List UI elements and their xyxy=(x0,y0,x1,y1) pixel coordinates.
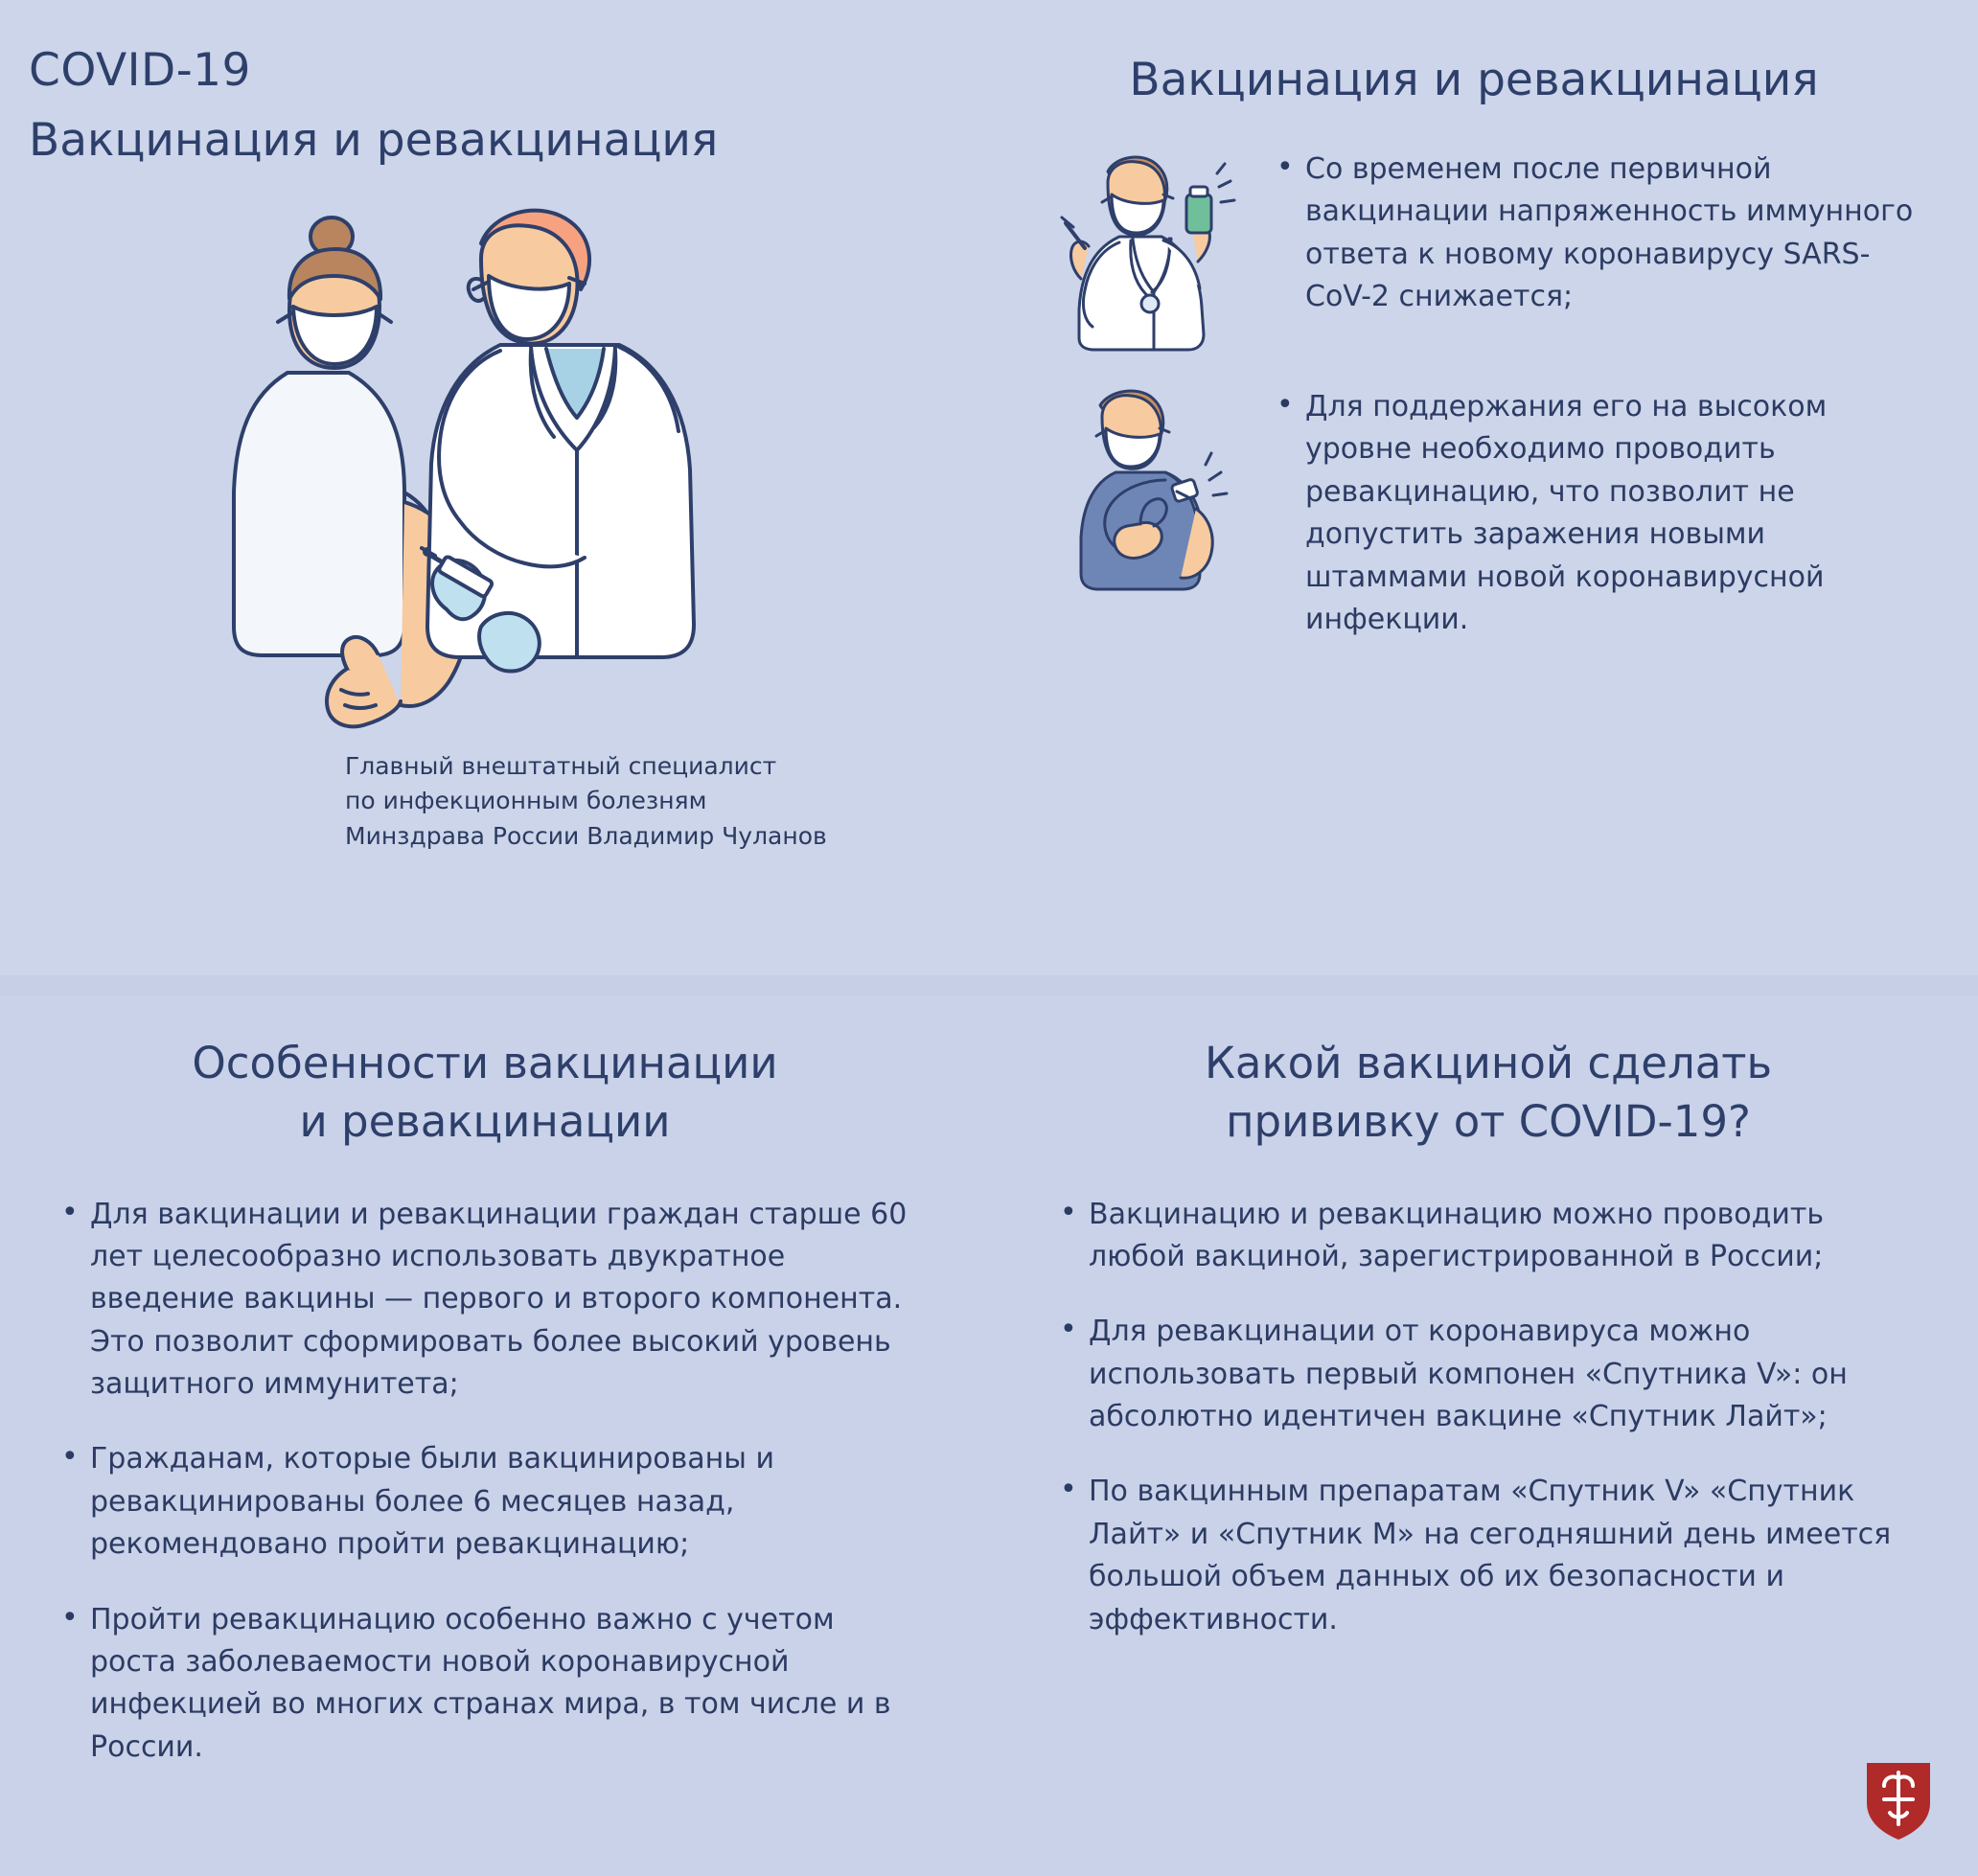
caption xyxy=(29,749,932,854)
info-row-1 xyxy=(1027,135,1920,355)
info-text-1 xyxy=(1273,135,1920,319)
section-title-which-vaccine-line1: Какой вакциной сделать xyxy=(1204,1038,1773,1088)
section-title-vaccination: Вакцинация и ревакцинация xyxy=(1129,54,1819,106)
info-row-2 xyxy=(1027,373,1920,641)
list-item: • Для поддержания его на высоком уровне необходимо проводить ревакцинацию, что позволит не допустить заражения новыми штаммами новой коронавирусной инфекции. xyxy=(1273,386,1920,641)
ministry-of-health-emblem xyxy=(1863,1757,1934,1842)
caption-line-3: Минздрава России Владимир Чуланов xyxy=(345,821,827,850)
which-vaccine-list xyxy=(1056,1194,1920,1642)
info-text-2 xyxy=(1273,373,1920,641)
list-item: • Пройти ревакцинацию особенно важно с учетом роста заболеваемости новой коронавирусной инфекцией во многих странах мира, в том числе и в России. xyxy=(58,1599,912,1770)
list-item: • Вакцинацию и ревакцинацию можно проводить любой вакциной, зарегистрированной в России; xyxy=(1056,1194,1920,1279)
panel-bottom-left xyxy=(0,996,989,1876)
panel-top-left xyxy=(0,0,989,996)
panel-top-right xyxy=(989,0,1978,996)
list-item: • Для ревакцинации от коронавируса можно использовать первый компонен «Спутника V»: он абсолютно идентичен вакцине «Спутник Лайт»; xyxy=(1056,1311,1920,1438)
doctor-vaccinating-patient-illustration xyxy=(144,176,757,742)
caption-line-1: Главный внештатный специалист xyxy=(345,752,777,780)
panel-bottom-right xyxy=(989,996,1978,1876)
section-title-features xyxy=(58,1035,912,1152)
page-subtitle: Вакцинация и ревакцинация xyxy=(29,114,719,167)
section-title-which-vaccine xyxy=(1056,1035,1920,1152)
vaccinated-man-thumbs-up-icon xyxy=(1027,373,1248,593)
features-list xyxy=(58,1194,912,1770)
section-title-features-line2: и ревакцинации xyxy=(299,1095,671,1147)
caption-line-2: по инфекционным болезням xyxy=(345,787,707,815)
list-item: • Для вакцинации и ревакцинации граждан старше 60 лет целесообразно использовать двукратное введение вакцины — первого и второго компонента. Это позволит сформировать более высокий уровень защитного иммунитета; xyxy=(58,1194,912,1407)
list-item: • По вакцинным препаратам «Спутник V» «Спутник Лайт» и «Спутник М» на сегодняшний день имеется большой объем данных об их безопасности и эффективности. xyxy=(1056,1471,1920,1641)
list-item: • Гражданам, которые были вакцинированы и ревакцинированы более 6 месяцев назад, рекомендовано пройти ревакцинацию; xyxy=(58,1438,912,1566)
page-title: COVID-19 xyxy=(29,44,251,97)
section-title-features-line1: Особенности вакцинации xyxy=(192,1038,778,1088)
section-title-which-vaccine-line2: прививку от COVID-19? xyxy=(1226,1095,1751,1147)
doctor-holding-vaccine-vial-icon xyxy=(1027,135,1248,355)
list-item: • Со временем после первичной вакцинации напряженность иммунного ответа к новому коронавирусу SARS-CoV-2 снижается; xyxy=(1273,149,1920,319)
